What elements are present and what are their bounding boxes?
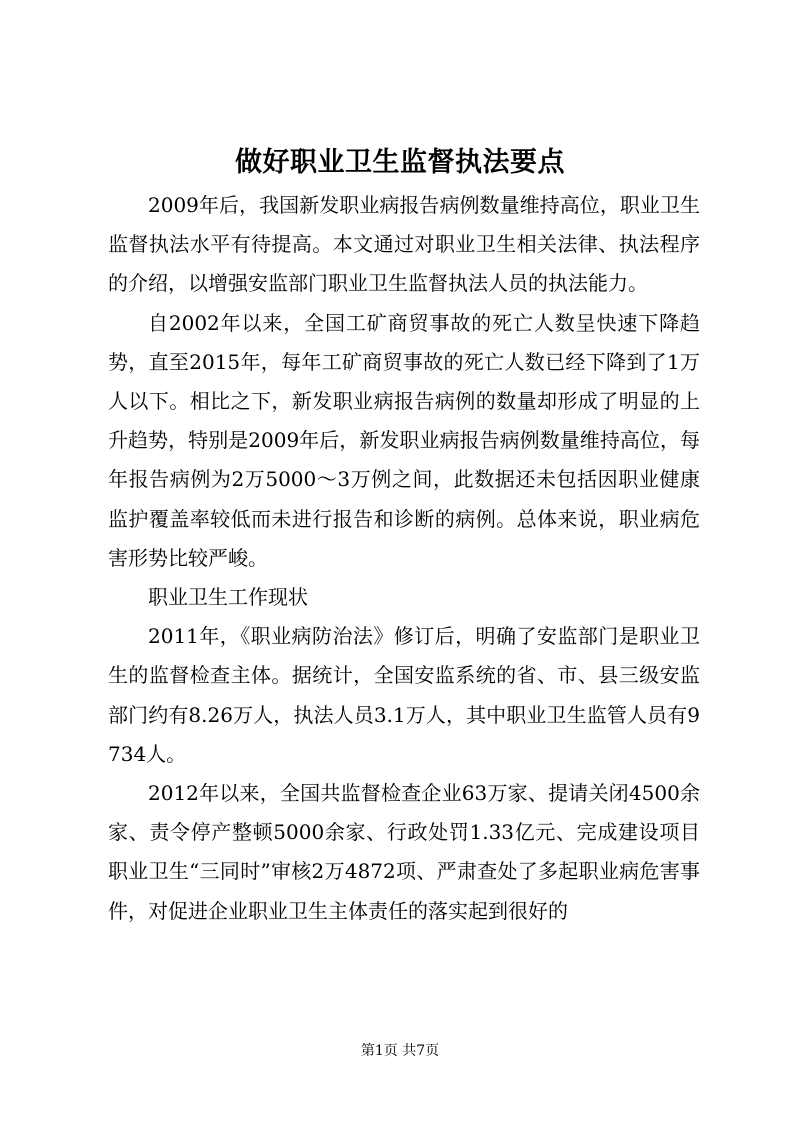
document-title: 做好职业卫生监督执法要点 <box>235 147 565 178</box>
page-footer: 第1页 共7页 <box>360 1043 440 1059</box>
section-heading: 职业卫生工作现状 <box>148 585 308 610</box>
document-body <box>108 186 700 931</box>
paragraph-intro: 2009年后，我国新发职业病报告病例数量维持高位，职业卫生监督执法水平有待提高。本文通过对职业卫生相关法律、执法程序的介绍，以增强安监部门职业卫生监督执法人员的执法能力。 <box>108 193 700 296</box>
paragraph-status: 2011年，《职业病防治法》修订后，明确了安监部门是职业卫生的监督检查主体。据统计，全国安监系统的省、市、县三级安监部门约有8.26万人，执法人员3.1万人，其中职业卫生监管人员有9734人。 <box>108 624 700 766</box>
paragraph-trend: 自2002年以来，全国工矿商贸事故的死亡人数呈快速下降趋势，直至2015年，每年工矿商贸事故的死亡人数已经下降到了1万人以下。相比之下，新发职业病报告病例的数量却形成了明显的上升趋势，特别是2009年后，新发职业病报告病例数量维持高位，每年报告病例为2万5000～3万例之间，此数据还未包括因职业健康监护覆盖率较低而未进行报告和诊断的病例。总体来说，职业病危害形势比较严峻。 <box>108 310 700 570</box>
paragraph-enforcement: 2012年以来，全国共监督检查企业63万家、提请关闭4500余家、责令停产整顿5000余家、行政处罚1.33亿元、完成建设项目职业卫生“三同时”审核2万4872项、严肃查处了多起职业病危害事件，对促进企业职业卫生主体责任的落实起到很好的 <box>108 781 700 923</box>
